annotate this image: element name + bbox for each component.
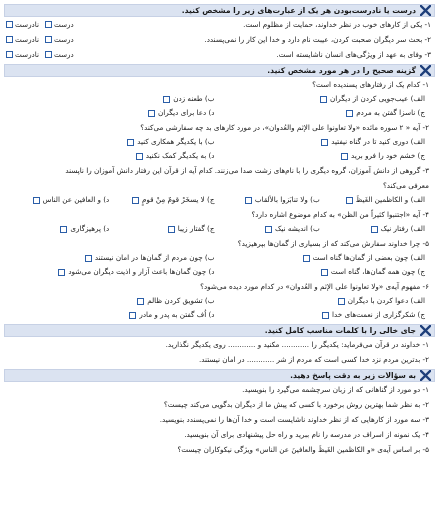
- option-checkbox[interactable]: [129, 312, 136, 319]
- x-mark-icon: [420, 325, 431, 336]
- option-checkbox[interactable]: [127, 139, 134, 146]
- option-checkbox[interactable]: [168, 226, 175, 233]
- section-multiple-choice-header: [4, 64, 435, 77]
- option[interactable]: [4, 135, 215, 149]
- option-label: ج) خشم خود را فرو برید: [351, 151, 425, 160]
- true-false-choices: [6, 47, 74, 62]
- question-text: ۶- مفهوم آیه‌ی «ولا تعاونوا علی الإثم و العُدوان» در کدام مورد دیده می‌شود؟: [200, 282, 429, 291]
- short-answer-item: ۱- دو مورد از گناهانی که از زبان سرچشمه می‌گیرد را بنویسید.: [242, 385, 429, 394]
- option-label: ب) چون مردم از گمان‌ها در امان نیستند: [94, 253, 215, 262]
- option-checkbox[interactable]: [60, 226, 67, 233]
- option[interactable]: [215, 222, 320, 236]
- option-label: د) پرهیزگاری: [70, 224, 110, 233]
- options-grid: [4, 92, 435, 120]
- option[interactable]: [4, 251, 215, 265]
- option-checkbox[interactable]: [321, 139, 328, 146]
- option-label: الف) دعوا کردن با دیگران: [347, 296, 425, 305]
- option-label: ج) لا یسخَرْ قومٌ مِنْ قومٍ: [141, 195, 215, 204]
- option-label: ب) تشویق کردن ظالم: [147, 296, 215, 305]
- question-text: ۵- چرا خداوند سفارش می‌کند که از بسیاری از گمان‌ها بپرهیزید؟: [237, 239, 429, 248]
- false-checkbox[interactable]: [6, 36, 13, 43]
- true-label: درست: [53, 35, 74, 44]
- option[interactable]: [215, 294, 426, 308]
- option-checkbox[interactable]: [163, 96, 170, 103]
- short-answer-item: ۳- سه مورد از کارهایی که از نظر خداوند ناشایست است و خدا آن‌ها را نمی‌پسندد بنویسید.: [159, 415, 429, 424]
- option-checkbox[interactable]: [148, 110, 155, 117]
- option-label: الف) چون بعضی از گمان‌ها گناه است: [312, 253, 425, 262]
- false-label: نادرست: [15, 50, 39, 59]
- question-text: ۲- آیه « ۲ سوره مائده «ولا تعاونوا علی الإثم والعُدوان»، در مورد کارهای بد چه سفارشی می‌کند؟: [140, 123, 429, 132]
- option-checkbox[interactable]: [85, 255, 92, 262]
- option-checkbox[interactable]: [322, 312, 329, 319]
- section-title: گزینه صحیح را در هر مورد مشخص کنید.: [267, 66, 416, 75]
- option-label: الف) دوری کنید تا در گناه نیفتید: [331, 137, 425, 146]
- option-checkbox[interactable]: [132, 197, 139, 204]
- false-label: نادرست: [15, 35, 39, 44]
- option[interactable]: [4, 265, 215, 279]
- question-text: ۲- بحث سر دیگران صحبت کردن، عیبت نام دارد و خدا این کار را نمی‌پسندد.: [204, 35, 431, 44]
- option-checkbox[interactable]: [245, 197, 252, 204]
- option-label: ج) شکرگزاری از نعمت‌های خدا: [332, 310, 425, 319]
- option-checkbox[interactable]: [33, 197, 40, 204]
- true-false-choices: [6, 32, 74, 47]
- option[interactable]: [4, 193, 109, 207]
- option[interactable]: [215, 106, 426, 120]
- options-row: [4, 222, 435, 236]
- option-label: د) دعا برای دیگران: [157, 108, 215, 117]
- false-label: نادرست: [15, 20, 39, 29]
- options-row: [4, 193, 435, 207]
- option[interactable]: [4, 222, 109, 236]
- option[interactable]: [4, 294, 215, 308]
- option-checkbox[interactable]: [371, 226, 378, 233]
- short-answer-item: ۲- به نظر شما بهترین روش برخورد با کسی که پیش ما از دیگران بدگویی می‌کند چیست؟: [163, 400, 429, 409]
- option[interactable]: [320, 222, 425, 236]
- fill-blank-item: ۱- خداوند در قرآن می‌فرماید: یکدیگر را ............ مکنید و ............ روی یکدیگر نگذارید.: [165, 340, 429, 349]
- option[interactable]: [215, 149, 426, 163]
- question-text-continued: معرفی می‌کند؟: [382, 181, 429, 190]
- option-label: د) و العافین عن الناس: [42, 195, 110, 204]
- false-checkbox[interactable]: [6, 21, 13, 28]
- option-label: الف) و الکاظمین الغَیظَ: [355, 195, 425, 204]
- option[interactable]: [215, 308, 426, 322]
- option-checkbox[interactable]: [346, 197, 353, 204]
- option-label: ب) با یکدیگر همکاری کنید: [137, 137, 215, 146]
- true-label: درست: [53, 50, 74, 59]
- option[interactable]: [4, 106, 215, 120]
- x-mark-icon: [420, 370, 431, 381]
- short-answer-item: ۵- بر اساس آیه‌ی «و الکاظمین الغَیظَ والعافینَ عن الناس» ویژگی نیکوکاران چیست؟: [177, 445, 429, 454]
- section-fill-blank-header: [4, 324, 435, 337]
- option-checkbox[interactable]: [338, 298, 345, 305]
- question-text: ۴- آیه «اجتنبوا کثیراً من الظن» به کدام موضوع اشاره دارد؟: [251, 210, 429, 219]
- option-checkbox[interactable]: [321, 269, 328, 276]
- option[interactable]: [4, 308, 215, 322]
- option[interactable]: [4, 92, 215, 106]
- option-checkbox[interactable]: [136, 153, 143, 160]
- option-checkbox[interactable]: [303, 255, 310, 262]
- section-title: به سؤالات زیر به دقت پاسخ دهید.: [290, 371, 416, 380]
- tf-row: [4, 47, 435, 62]
- option[interactable]: [215, 135, 426, 149]
- option[interactable]: [109, 193, 214, 207]
- option-label: د) چون گمان‌ها باعث آزار و اذیت دیگران می‌شود: [68, 267, 215, 276]
- false-checkbox[interactable]: [6, 51, 13, 58]
- true-label: درست: [53, 20, 74, 29]
- section-title: جای خالی را با کلمات مناسب کامل کنید.: [264, 326, 416, 335]
- option[interactable]: [109, 222, 214, 236]
- option-label: الف) عیب‌جویی کردن از دیگران: [330, 94, 425, 103]
- option-label: ب) ولا تنابَزوا بالألقاب: [254, 195, 320, 204]
- options-grid: [4, 251, 435, 279]
- options-grid: [4, 135, 435, 163]
- x-mark-icon: [420, 5, 431, 16]
- option-checkbox[interactable]: [265, 226, 272, 233]
- true-checkbox[interactable]: [45, 36, 52, 43]
- option-label: ب) اندیشه نیک: [274, 224, 320, 233]
- question-text: ۱- یکی از کارهای خوب در نظر خداوند، حمایت از مظلوم است.: [243, 20, 431, 29]
- x-mark-icon: [420, 65, 431, 76]
- option-label: د) اُف گفتن به پدر و مادر: [139, 310, 215, 319]
- option-checkbox[interactable]: [346, 110, 353, 117]
- option-checkbox[interactable]: [58, 269, 65, 276]
- option-checkbox[interactable]: [341, 153, 348, 160]
- option-checkbox[interactable]: [320, 96, 327, 103]
- option-label: ج) ناسزا گفتن به مردم: [356, 108, 425, 117]
- question-text: ۳- گروهی از دانش آموزان، گروه دیگری را با نام‌های زشت صدا می‌زنند. کدام آیه از قرآن این رفتار دانش آموزان را ناپسند: [65, 166, 429, 175]
- section-title: درست یا نادرست‌بودن هر یک از عبارت‌های زیر را مشخص کنید.: [181, 6, 416, 15]
- option[interactable]: [215, 92, 426, 106]
- option[interactable]: [215, 193, 320, 207]
- option-checkbox[interactable]: [137, 298, 144, 305]
- option[interactable]: [215, 251, 426, 265]
- section-short-answer-header: [4, 369, 435, 382]
- true-checkbox[interactable]: [45, 21, 52, 28]
- fill-blank-item: ۲- بدترین مردم نزد خدا کسی است که مردم از شر ............ در امان نیستند.: [199, 355, 429, 364]
- tf-row: [4, 32, 435, 47]
- option-label: ب) طعنه زدن: [173, 94, 215, 103]
- question-text: ۳- وفای به عهد از ویژگی‌های انسان ناشایسته است.: [276, 50, 431, 59]
- option[interactable]: [320, 193, 425, 207]
- section-true-false-header: [4, 4, 435, 17]
- option-label: الف) رفتار نیک: [380, 224, 425, 233]
- options-grid: [4, 294, 435, 322]
- true-false-choices: [6, 17, 74, 32]
- question-text: ۱- کدام یک از رفتارهای پسندیده است؟: [312, 80, 429, 89]
- option[interactable]: [215, 265, 426, 279]
- option-label: ج) گفتار زیبا: [177, 224, 215, 233]
- option-label: ج) چون همه گمان‌ها، گناه است: [330, 267, 425, 276]
- option-label: د) به یکدیگر کمک نکنید: [145, 151, 215, 160]
- tf-row: [4, 17, 435, 32]
- option[interactable]: [4, 149, 215, 163]
- true-checkbox[interactable]: [45, 51, 52, 58]
- short-answer-item: ۴- یک نمونه از اسراف در مدرسه را نام ببرید و راه حل پیشنهادی برای آن بنویسید.: [184, 430, 429, 439]
